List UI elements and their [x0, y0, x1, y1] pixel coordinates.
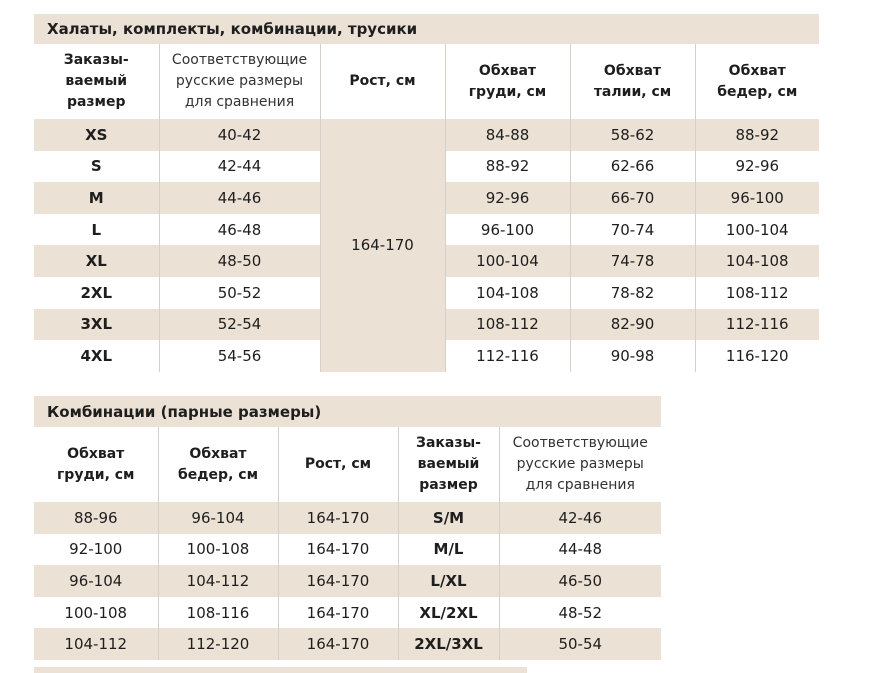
- hips-value: 88-92: [695, 119, 819, 151]
- waist-value: 78-82: [570, 277, 695, 309]
- header-waist: Обхват талии, см: [570, 44, 695, 119]
- russian-size: 42-44: [159, 151, 320, 183]
- hips-value: 100-104: [725, 220, 789, 239]
- hips-value: 92-96: [735, 157, 780, 176]
- ordered-size: 3XL: [34, 309, 159, 341]
- header-russian-size: Соответствующие русские размеры для сравнения: [512, 435, 648, 493]
- russian-size: 52-54: [159, 309, 320, 341]
- russian-size: 48-50: [159, 245, 320, 277]
- table2-title: Комбинации (парные размеры): [34, 396, 661, 427]
- ordered-size: S/M: [398, 502, 499, 534]
- chest-value: 84-88: [445, 119, 570, 151]
- header-ordered-size: Заказы- ваемый размер: [398, 427, 499, 502]
- chest-value: 112-116: [445, 340, 570, 372]
- ordered-size: L: [34, 214, 159, 246]
- table-row: [34, 628, 661, 660]
- table-row: [34, 534, 661, 566]
- waist-value: 82-90: [570, 309, 695, 341]
- ordered-size: XL/2XL: [398, 597, 499, 629]
- russian-size: 48-52: [558, 603, 603, 622]
- waist-value: 58-62: [570, 119, 695, 151]
- hips-value: 112-116: [695, 309, 819, 341]
- waist-value: 66-70: [570, 182, 695, 214]
- header-hips: Обхват бедер, см: [158, 427, 278, 502]
- chest-value: 88-92: [445, 151, 570, 183]
- hips-value: 104-108: [695, 245, 819, 277]
- hips-value: 116-120: [725, 346, 789, 365]
- chest-value: 96-104: [34, 565, 158, 597]
- russian-size: 44-46: [159, 182, 320, 214]
- ordered-size: M: [34, 182, 159, 214]
- ordered-size: XS: [34, 119, 159, 151]
- bottom-divider: [34, 667, 527, 673]
- hips-value: 100-108: [158, 534, 278, 566]
- header-ordered-size: Заказы- ваемый размер: [34, 44, 159, 119]
- russian-size: 44-48: [558, 540, 603, 559]
- chest-value: 100-104: [445, 245, 570, 277]
- hips-value: 96-104: [158, 502, 278, 534]
- chest-value: 92-96: [445, 182, 570, 214]
- ordered-size: 2XL: [34, 277, 159, 309]
- growth-value: 164-170: [278, 534, 398, 566]
- size-table-robes: [34, 44, 819, 372]
- chest-value: 92-100: [34, 534, 158, 566]
- russian-size: 46-48: [159, 214, 320, 246]
- growth-value: 164-170: [278, 565, 398, 597]
- ordered-size: M/L: [398, 534, 499, 566]
- chest-value: 104-108: [445, 277, 570, 309]
- waist-value: 90-98: [570, 340, 695, 372]
- header-growth: Рост, см: [278, 427, 398, 502]
- table1-title: Халаты, комплекты, комбинации, трусики: [34, 14, 819, 44]
- size-table-combinations: [34, 427, 661, 660]
- russian-size: 50-54: [499, 628, 661, 660]
- hips-value: 112-120: [158, 628, 278, 660]
- waist-value: 70-74: [570, 214, 695, 246]
- ordered-size: 2XL/3XL: [398, 628, 499, 660]
- chest-value: 104-112: [34, 628, 158, 660]
- growth-value: 164-170: [278, 628, 398, 660]
- russian-size: 50-52: [159, 277, 320, 309]
- ordered-size: XL: [34, 245, 159, 277]
- table-row: [34, 502, 661, 534]
- russian-size: 54-56: [159, 340, 320, 372]
- header-chest: Обхват груди, см: [34, 427, 158, 502]
- hips-value: 96-100: [695, 182, 819, 214]
- russian-size: 46-50: [499, 565, 661, 597]
- header-russian-size: Соответствующие русские размеры для сравнения: [159, 44, 320, 119]
- header-hips: Обхват бедер, см: [717, 62, 798, 100]
- ordered-size: 4XL: [34, 340, 159, 372]
- header-chest: Обхват груди, см: [445, 44, 570, 119]
- russian-size: 40-42: [159, 119, 320, 151]
- chest-value: 88-96: [34, 502, 158, 534]
- table-row: [34, 119, 819, 151]
- ordered-size: S: [34, 151, 159, 183]
- waist-value: 74-78: [570, 245, 695, 277]
- hips-value: 108-112: [725, 283, 789, 302]
- growth-value: 164-170: [320, 119, 445, 372]
- russian-size: 42-46: [499, 502, 661, 534]
- hips-value: 108-116: [158, 597, 278, 629]
- growth-value: 164-170: [278, 597, 398, 629]
- table-row: [34, 597, 661, 629]
- table-row: [34, 565, 661, 597]
- chest-value: 108-112: [445, 309, 570, 341]
- chest-value: 96-100: [445, 214, 570, 246]
- waist-value: 62-66: [570, 151, 695, 183]
- header-growth: Рост, см: [320, 44, 445, 119]
- ordered-size: L/XL: [398, 565, 499, 597]
- hips-value: 104-112: [158, 565, 278, 597]
- growth-value: 164-170: [278, 502, 398, 534]
- chest-value: 100-108: [34, 597, 158, 629]
